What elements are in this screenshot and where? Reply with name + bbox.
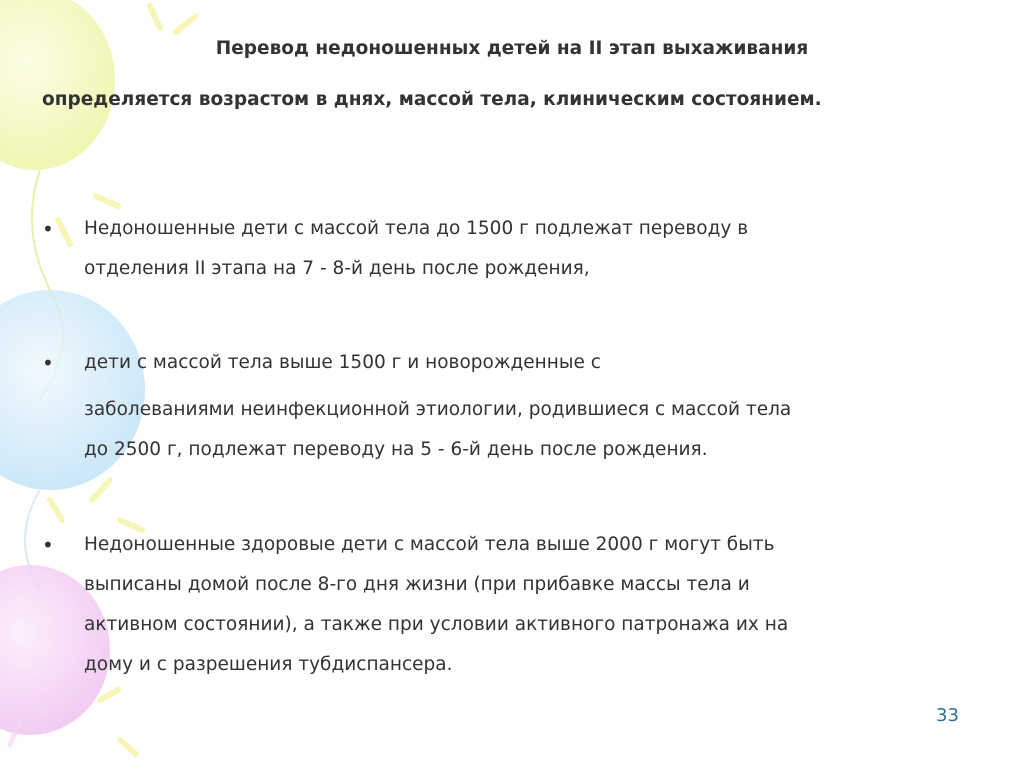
bullet-dot: • <box>42 533 54 557</box>
page-number: 33 <box>936 705 959 726</box>
bullet-line: заболеваниями неинфекционной этиологии, родившиеся с массой тела <box>84 399 792 420</box>
bullet-line: выписаны домой после 8-го дня жизни (при прибавке массы тела и <box>84 574 750 595</box>
bullet-line: дети с массой тела выше 1500 г и новорожденные с <box>84 352 601 373</box>
bullet-line: Недоношенные дети с массой тела до 1500 г подлежат переводу в <box>84 218 749 239</box>
bullet-line: Недоношенные здоровые дети с массой тела выше 2000 г могут быть <box>84 534 775 555</box>
bullet-text <box>84 209 974 289</box>
bullet-line: активном состоянии), а также при условии активного патронажа их на <box>84 614 789 635</box>
bullet-dot: • <box>42 351 54 375</box>
slide-title: Перевод недоношенных детей на II этап выхаживания <box>215 38 809 59</box>
bullet-line: отделения II этапа на 7 - 8-й день после рождения, <box>84 258 590 279</box>
bullet-line: дому и с разрешения тубдиспансера. <box>84 654 453 675</box>
bullet-text <box>84 343 974 470</box>
bullet-line: до 2500 г, подлежат переводу на 5 - 6-й день после рождения. <box>84 439 708 460</box>
bullet-dot: • <box>42 217 54 241</box>
slide-subtitle: определяется возрастом в днях, массой тела, клиническим состоянием. <box>42 89 822 110</box>
bullet-text <box>84 525 974 685</box>
